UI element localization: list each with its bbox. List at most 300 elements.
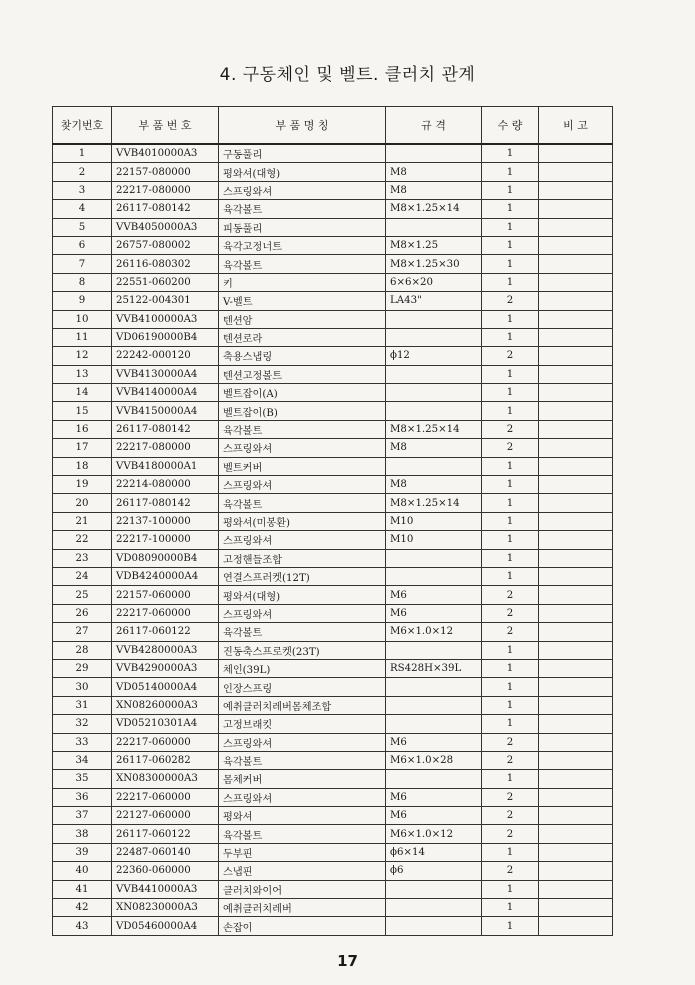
cell-spec bbox=[386, 402, 482, 420]
cell-find-number: 40 bbox=[53, 862, 112, 880]
table-row bbox=[53, 420, 613, 438]
cell-part-name: 텐션고정볼트 bbox=[219, 365, 386, 383]
cell-part-number: VVB4130000A4 bbox=[112, 365, 219, 383]
cell-part-name: 스프링와셔 bbox=[219, 181, 386, 199]
cell-spec bbox=[386, 218, 482, 236]
table-row bbox=[53, 586, 613, 604]
cell-remark bbox=[539, 144, 613, 163]
cell-spec: M6 bbox=[386, 604, 482, 622]
cell-part-name: 체인(39L) bbox=[219, 659, 386, 677]
cell-part-name: 평와셔(대형) bbox=[219, 163, 386, 181]
cell-find-number: 22 bbox=[53, 531, 112, 549]
cell-quantity: 1 bbox=[482, 659, 539, 677]
cell-part-number: VD08090000B4 bbox=[112, 549, 219, 567]
cell-spec bbox=[386, 917, 482, 935]
cell-part-name: 텐션로라 bbox=[219, 328, 386, 346]
cell-part-number: VVB4150000A4 bbox=[112, 402, 219, 420]
cell-remark bbox=[539, 862, 613, 880]
cell-part-number: 22551-060200 bbox=[112, 273, 219, 291]
cell-quantity: 2 bbox=[482, 862, 539, 880]
cell-part-name: V-벨트 bbox=[219, 292, 386, 310]
cell-part-number: 25122-004301 bbox=[112, 292, 219, 310]
cell-part-number: VD05210301A4 bbox=[112, 715, 219, 733]
table-row bbox=[53, 439, 613, 457]
cell-part-number: VVB4180000A1 bbox=[112, 457, 219, 475]
table-row bbox=[53, 733, 613, 751]
table-row bbox=[53, 623, 613, 641]
cell-part-number: VD05460000A4 bbox=[112, 917, 219, 935]
cell-find-number: 30 bbox=[53, 678, 112, 696]
cell-part-name: 평와셔 bbox=[219, 807, 386, 825]
cell-spec: M8×1.25 bbox=[386, 236, 482, 254]
cell-part-name: 손잡이 bbox=[219, 917, 386, 935]
cell-find-number: 24 bbox=[53, 567, 112, 585]
cell-part-number: VVB4290000A3 bbox=[112, 659, 219, 677]
cell-part-number: 22217-060000 bbox=[112, 788, 219, 806]
cell-quantity: 1 bbox=[482, 365, 539, 383]
cell-spec bbox=[386, 880, 482, 898]
cell-spec: RS428H×39L bbox=[386, 659, 482, 677]
cell-find-number: 27 bbox=[53, 623, 112, 641]
cell-quantity: 1 bbox=[482, 899, 539, 917]
cell-quantity: 2 bbox=[482, 439, 539, 457]
header-part-name: 부 품 명 칭 bbox=[219, 107, 386, 145]
cell-remark bbox=[539, 365, 613, 383]
header-part-number: 부 품 번 호 bbox=[112, 107, 219, 145]
table-row bbox=[53, 457, 613, 475]
cell-part-name: 스프링와셔 bbox=[219, 531, 386, 549]
cell-part-name: 벨트커버 bbox=[219, 457, 386, 475]
cell-spec: M6 bbox=[386, 807, 482, 825]
cell-spec: ϕ6 bbox=[386, 862, 482, 880]
table-row bbox=[53, 788, 613, 806]
cell-quantity: 2 bbox=[482, 825, 539, 843]
table-row bbox=[53, 880, 613, 898]
cell-part-name: 평와셔(대형) bbox=[219, 586, 386, 604]
table-row bbox=[53, 825, 613, 843]
cell-find-number: 17 bbox=[53, 439, 112, 457]
cell-part-name: 고정핸들조합 bbox=[219, 549, 386, 567]
cell-find-number: 19 bbox=[53, 476, 112, 494]
cell-spec: M8×1.25×14 bbox=[386, 420, 482, 438]
cell-quantity: 1 bbox=[482, 696, 539, 714]
cell-part-name: 몸체커버 bbox=[219, 770, 386, 788]
cell-spec bbox=[386, 328, 482, 346]
cell-quantity: 2 bbox=[482, 807, 539, 825]
cell-find-number: 3 bbox=[53, 181, 112, 199]
cell-part-number: 22217-100000 bbox=[112, 531, 219, 549]
cell-quantity: 1 bbox=[482, 531, 539, 549]
cell-remark bbox=[539, 384, 613, 402]
cell-find-number: 6 bbox=[53, 236, 112, 254]
cell-find-number: 33 bbox=[53, 733, 112, 751]
cell-remark bbox=[539, 807, 613, 825]
cell-spec bbox=[386, 457, 482, 475]
table-row bbox=[53, 310, 613, 328]
cell-spec: M8 bbox=[386, 476, 482, 494]
table-row bbox=[53, 678, 613, 696]
cell-part-name: 진동축스프로켓(23T) bbox=[219, 641, 386, 659]
cell-part-name: 스프링와셔 bbox=[219, 788, 386, 806]
cell-quantity: 2 bbox=[482, 420, 539, 438]
cell-find-number: 10 bbox=[53, 310, 112, 328]
cell-spec bbox=[386, 549, 482, 567]
cell-remark bbox=[539, 218, 613, 236]
cell-quantity: 1 bbox=[482, 273, 539, 291]
cell-quantity: 1 bbox=[482, 880, 539, 898]
table-row bbox=[53, 236, 613, 254]
cell-find-number: 23 bbox=[53, 549, 112, 567]
table-row bbox=[53, 531, 613, 549]
header-remark: 비 고 bbox=[539, 107, 613, 145]
cell-quantity: 1 bbox=[482, 770, 539, 788]
cell-part-number: 22157-060000 bbox=[112, 586, 219, 604]
cell-remark bbox=[539, 328, 613, 346]
table-row bbox=[53, 899, 613, 917]
cell-part-name: 축용스냅링 bbox=[219, 347, 386, 365]
cell-spec: ϕ6×14 bbox=[386, 843, 482, 861]
cell-part-name: 스프링와셔 bbox=[219, 439, 386, 457]
table-row bbox=[53, 144, 613, 163]
cell-part-name: 키 bbox=[219, 273, 386, 291]
cell-find-number: 1 bbox=[53, 144, 112, 163]
cell-find-number: 39 bbox=[53, 843, 112, 861]
cell-remark bbox=[539, 310, 613, 328]
cell-spec: M6×1.0×12 bbox=[386, 623, 482, 641]
cell-spec: M8×1.25×14 bbox=[386, 494, 482, 512]
cell-part-number: VVB4100000A3 bbox=[112, 310, 219, 328]
cell-remark bbox=[539, 770, 613, 788]
cell-find-number: 2 bbox=[53, 163, 112, 181]
cell-part-number: 22217-080000 bbox=[112, 181, 219, 199]
cell-find-number: 26 bbox=[53, 604, 112, 622]
cell-quantity: 2 bbox=[482, 733, 539, 751]
cell-remark bbox=[539, 733, 613, 751]
cell-find-number: 25 bbox=[53, 586, 112, 604]
cell-spec: M8×1.25×14 bbox=[386, 200, 482, 218]
cell-spec: M6 bbox=[386, 733, 482, 751]
cell-remark bbox=[539, 788, 613, 806]
cell-remark bbox=[539, 512, 613, 530]
table-row bbox=[53, 512, 613, 530]
table-header-row bbox=[53, 107, 613, 145]
cell-spec: M10 bbox=[386, 531, 482, 549]
table-row bbox=[53, 770, 613, 788]
table-row bbox=[53, 402, 613, 420]
table-row bbox=[53, 365, 613, 383]
cell-part-number: 22217-080000 bbox=[112, 439, 219, 457]
cell-part-name: 육각고정너트 bbox=[219, 236, 386, 254]
cell-spec: M6 bbox=[386, 788, 482, 806]
cell-part-number: 22137-100000 bbox=[112, 512, 219, 530]
cell-remark bbox=[539, 604, 613, 622]
table-row bbox=[53, 604, 613, 622]
cell-part-name: 스프링와셔 bbox=[219, 604, 386, 622]
cell-quantity: 2 bbox=[482, 751, 539, 769]
cell-part-name: 연결스프러켓(12T) bbox=[219, 567, 386, 585]
cell-remark bbox=[539, 476, 613, 494]
table-row bbox=[53, 715, 613, 733]
cell-part-name: 평와셔(미봉환) bbox=[219, 512, 386, 530]
cell-part-name: 텐션암 bbox=[219, 310, 386, 328]
cell-find-number: 13 bbox=[53, 365, 112, 383]
cell-part-name: 육각볼트 bbox=[219, 825, 386, 843]
cell-remark bbox=[539, 494, 613, 512]
cell-remark bbox=[539, 917, 613, 935]
cell-part-name: 육각볼트 bbox=[219, 623, 386, 641]
cell-spec bbox=[386, 641, 482, 659]
cell-part-number: 22127-060000 bbox=[112, 807, 219, 825]
cell-find-number: 14 bbox=[53, 384, 112, 402]
table-row bbox=[53, 751, 613, 769]
cell-part-name: 구동풀리 bbox=[219, 144, 386, 163]
cell-find-number: 28 bbox=[53, 641, 112, 659]
cell-find-number: 43 bbox=[53, 917, 112, 935]
cell-quantity: 1 bbox=[482, 384, 539, 402]
cell-quantity: 1 bbox=[482, 494, 539, 512]
table-row bbox=[53, 200, 613, 218]
cell-part-name: 벨트잡이(B) bbox=[219, 402, 386, 420]
header-quantity: 수 량 bbox=[482, 107, 539, 145]
cell-part-name: 벨트잡이(A) bbox=[219, 384, 386, 402]
cell-part-number: 26117-060282 bbox=[112, 751, 219, 769]
cell-quantity: 2 bbox=[482, 604, 539, 622]
cell-find-number: 36 bbox=[53, 788, 112, 806]
cell-part-name: 육각볼트 bbox=[219, 420, 386, 438]
cell-part-number: XN08300000A3 bbox=[112, 770, 219, 788]
cell-remark bbox=[539, 696, 613, 714]
page-number: 17 bbox=[337, 952, 358, 970]
cell-remark bbox=[539, 255, 613, 273]
cell-part-name: 육각볼트 bbox=[219, 494, 386, 512]
cell-part-number: VVB4010000A3 bbox=[112, 144, 219, 163]
cell-remark bbox=[539, 586, 613, 604]
cell-remark bbox=[539, 181, 613, 199]
cell-find-number: 32 bbox=[53, 715, 112, 733]
cell-spec: M8 bbox=[386, 163, 482, 181]
cell-spec: LA43" bbox=[386, 292, 482, 310]
cell-part-name: 두부핀 bbox=[219, 843, 386, 861]
cell-part-number: 22157-080000 bbox=[112, 163, 219, 181]
cell-spec bbox=[386, 899, 482, 917]
cell-part-number: 26117-060122 bbox=[112, 825, 219, 843]
cell-find-number: 42 bbox=[53, 899, 112, 917]
cell-part-number: 26757-080002 bbox=[112, 236, 219, 254]
cell-remark bbox=[539, 880, 613, 898]
cell-find-number: 38 bbox=[53, 825, 112, 843]
cell-part-number: VD05140000A4 bbox=[112, 678, 219, 696]
cell-remark bbox=[539, 567, 613, 585]
cell-part-number: VVB4410000A3 bbox=[112, 880, 219, 898]
cell-remark bbox=[539, 678, 613, 696]
cell-part-number: 22242-000120 bbox=[112, 347, 219, 365]
cell-remark bbox=[539, 273, 613, 291]
cell-spec bbox=[386, 715, 482, 733]
cell-remark bbox=[539, 899, 613, 917]
cell-quantity: 1 bbox=[482, 457, 539, 475]
cell-find-number: 12 bbox=[53, 347, 112, 365]
cell-part-number: XN08260000A3 bbox=[112, 696, 219, 714]
cell-quantity: 2 bbox=[482, 788, 539, 806]
table-row bbox=[53, 696, 613, 714]
cell-remark bbox=[539, 420, 613, 438]
table-row bbox=[53, 659, 613, 677]
cell-quantity: 1 bbox=[482, 236, 539, 254]
cell-quantity: 1 bbox=[482, 218, 539, 236]
cell-spec bbox=[386, 365, 482, 383]
cell-quantity: 1 bbox=[482, 310, 539, 328]
table-row bbox=[53, 494, 613, 512]
table-row bbox=[53, 255, 613, 273]
table-row bbox=[53, 549, 613, 567]
cell-find-number: 4 bbox=[53, 200, 112, 218]
cell-spec bbox=[386, 144, 482, 163]
table-row bbox=[53, 384, 613, 402]
cell-find-number: 8 bbox=[53, 273, 112, 291]
cell-part-name: 예취클러치레버 bbox=[219, 899, 386, 917]
cell-part-number: 26117-080142 bbox=[112, 200, 219, 218]
table-row bbox=[53, 273, 613, 291]
table-row bbox=[53, 917, 613, 935]
table-row bbox=[53, 328, 613, 346]
cell-spec: 6×6×20 bbox=[386, 273, 482, 291]
cell-part-number: 22360-060000 bbox=[112, 862, 219, 880]
cell-quantity: 1 bbox=[482, 917, 539, 935]
table-row bbox=[53, 843, 613, 861]
cell-spec bbox=[386, 567, 482, 585]
cell-find-number: 15 bbox=[53, 402, 112, 420]
cell-part-name: 육각볼트 bbox=[219, 200, 386, 218]
cell-part-number: VVB4050000A3 bbox=[112, 218, 219, 236]
cell-quantity: 1 bbox=[482, 163, 539, 181]
cell-part-name: 피동풀리 bbox=[219, 218, 386, 236]
cell-remark bbox=[539, 623, 613, 641]
cell-part-number: 22487-060140 bbox=[112, 843, 219, 861]
cell-part-number: 22217-060000 bbox=[112, 733, 219, 751]
cell-remark bbox=[539, 402, 613, 420]
cell-remark bbox=[539, 439, 613, 457]
cell-remark bbox=[539, 641, 613, 659]
cell-spec: M6×1.0×28 bbox=[386, 751, 482, 769]
cell-find-number: 31 bbox=[53, 696, 112, 714]
cell-remark bbox=[539, 751, 613, 769]
cell-find-number: 37 bbox=[53, 807, 112, 825]
cell-quantity: 1 bbox=[482, 843, 539, 861]
cell-remark bbox=[539, 236, 613, 254]
cell-quantity: 1 bbox=[482, 181, 539, 199]
cell-remark bbox=[539, 347, 613, 365]
parts-table bbox=[52, 106, 613, 936]
cell-quantity: 1 bbox=[482, 200, 539, 218]
table-row bbox=[53, 181, 613, 199]
cell-spec bbox=[386, 770, 482, 788]
cell-find-number: 18 bbox=[53, 457, 112, 475]
cell-spec: M8 bbox=[386, 439, 482, 457]
table-row bbox=[53, 862, 613, 880]
table-row bbox=[53, 347, 613, 365]
cell-part-name: 고정브래킷 bbox=[219, 715, 386, 733]
table-row bbox=[53, 807, 613, 825]
cell-spec: M6×1.0×12 bbox=[386, 825, 482, 843]
cell-spec bbox=[386, 384, 482, 402]
table-row bbox=[53, 567, 613, 585]
cell-spec bbox=[386, 696, 482, 714]
cell-quantity: 1 bbox=[482, 328, 539, 346]
cell-spec: M6 bbox=[386, 586, 482, 604]
cell-find-number: 21 bbox=[53, 512, 112, 530]
cell-part-number: 26117-080142 bbox=[112, 494, 219, 512]
cell-part-number: VVB4140000A4 bbox=[112, 384, 219, 402]
cell-part-name: 인장스프링 bbox=[219, 678, 386, 696]
cell-part-number: VVB4280000A3 bbox=[112, 641, 219, 659]
cell-find-number: 5 bbox=[53, 218, 112, 236]
cell-spec: ϕ12 bbox=[386, 347, 482, 365]
cell-spec bbox=[386, 310, 482, 328]
cell-part-number: XN08230000A3 bbox=[112, 899, 219, 917]
cell-quantity: 1 bbox=[482, 512, 539, 530]
table-row bbox=[53, 641, 613, 659]
cell-find-number: 20 bbox=[53, 494, 112, 512]
cell-quantity: 1 bbox=[482, 549, 539, 567]
cell-find-number: 9 bbox=[53, 292, 112, 310]
table-row bbox=[53, 292, 613, 310]
cell-quantity: 1 bbox=[482, 678, 539, 696]
cell-quantity: 1 bbox=[482, 476, 539, 494]
cell-part-name: 육각볼트 bbox=[219, 751, 386, 769]
cell-find-number: 7 bbox=[53, 255, 112, 273]
cell-quantity: 1 bbox=[482, 144, 539, 163]
cell-part-name: 스냅핀 bbox=[219, 862, 386, 880]
table-row bbox=[53, 476, 613, 494]
cell-part-name: 스프링와셔 bbox=[219, 733, 386, 751]
cell-remark bbox=[539, 531, 613, 549]
cell-find-number: 29 bbox=[53, 659, 112, 677]
page-title: 4. 구동체인 및 벨트. 클러치 관계 bbox=[219, 65, 476, 85]
cell-spec: M8×1.25×30 bbox=[386, 255, 482, 273]
cell-remark bbox=[539, 163, 613, 181]
cell-quantity: 2 bbox=[482, 623, 539, 641]
table-row bbox=[53, 163, 613, 181]
cell-part-number: 26117-060122 bbox=[112, 623, 219, 641]
cell-remark bbox=[539, 549, 613, 567]
cell-part-name: 스프링와셔 bbox=[219, 476, 386, 494]
cell-remark bbox=[539, 715, 613, 733]
cell-find-number: 16 bbox=[53, 420, 112, 438]
cell-spec bbox=[386, 678, 482, 696]
cell-quantity: 1 bbox=[482, 402, 539, 420]
cell-remark bbox=[539, 659, 613, 677]
cell-find-number: 35 bbox=[53, 770, 112, 788]
cell-part-number: VD06190000B4 bbox=[112, 328, 219, 346]
cell-part-number: 22214-080000 bbox=[112, 476, 219, 494]
cell-quantity: 1 bbox=[482, 641, 539, 659]
header-spec: 규 격 bbox=[386, 107, 482, 145]
cell-find-number: 34 bbox=[53, 751, 112, 769]
cell-quantity: 2 bbox=[482, 586, 539, 604]
cell-remark bbox=[539, 843, 613, 861]
cell-spec: M8 bbox=[386, 181, 482, 199]
cell-quantity: 2 bbox=[482, 347, 539, 365]
cell-find-number: 41 bbox=[53, 880, 112, 898]
cell-remark bbox=[539, 200, 613, 218]
cell-remark bbox=[539, 292, 613, 310]
cell-quantity: 1 bbox=[482, 567, 539, 585]
cell-spec: M10 bbox=[386, 512, 482, 530]
cell-remark bbox=[539, 457, 613, 475]
cell-quantity: 1 bbox=[482, 255, 539, 273]
cell-part-name: 예취클러치레버몸체조합 bbox=[219, 696, 386, 714]
cell-part-number: 26116-080302 bbox=[112, 255, 219, 273]
